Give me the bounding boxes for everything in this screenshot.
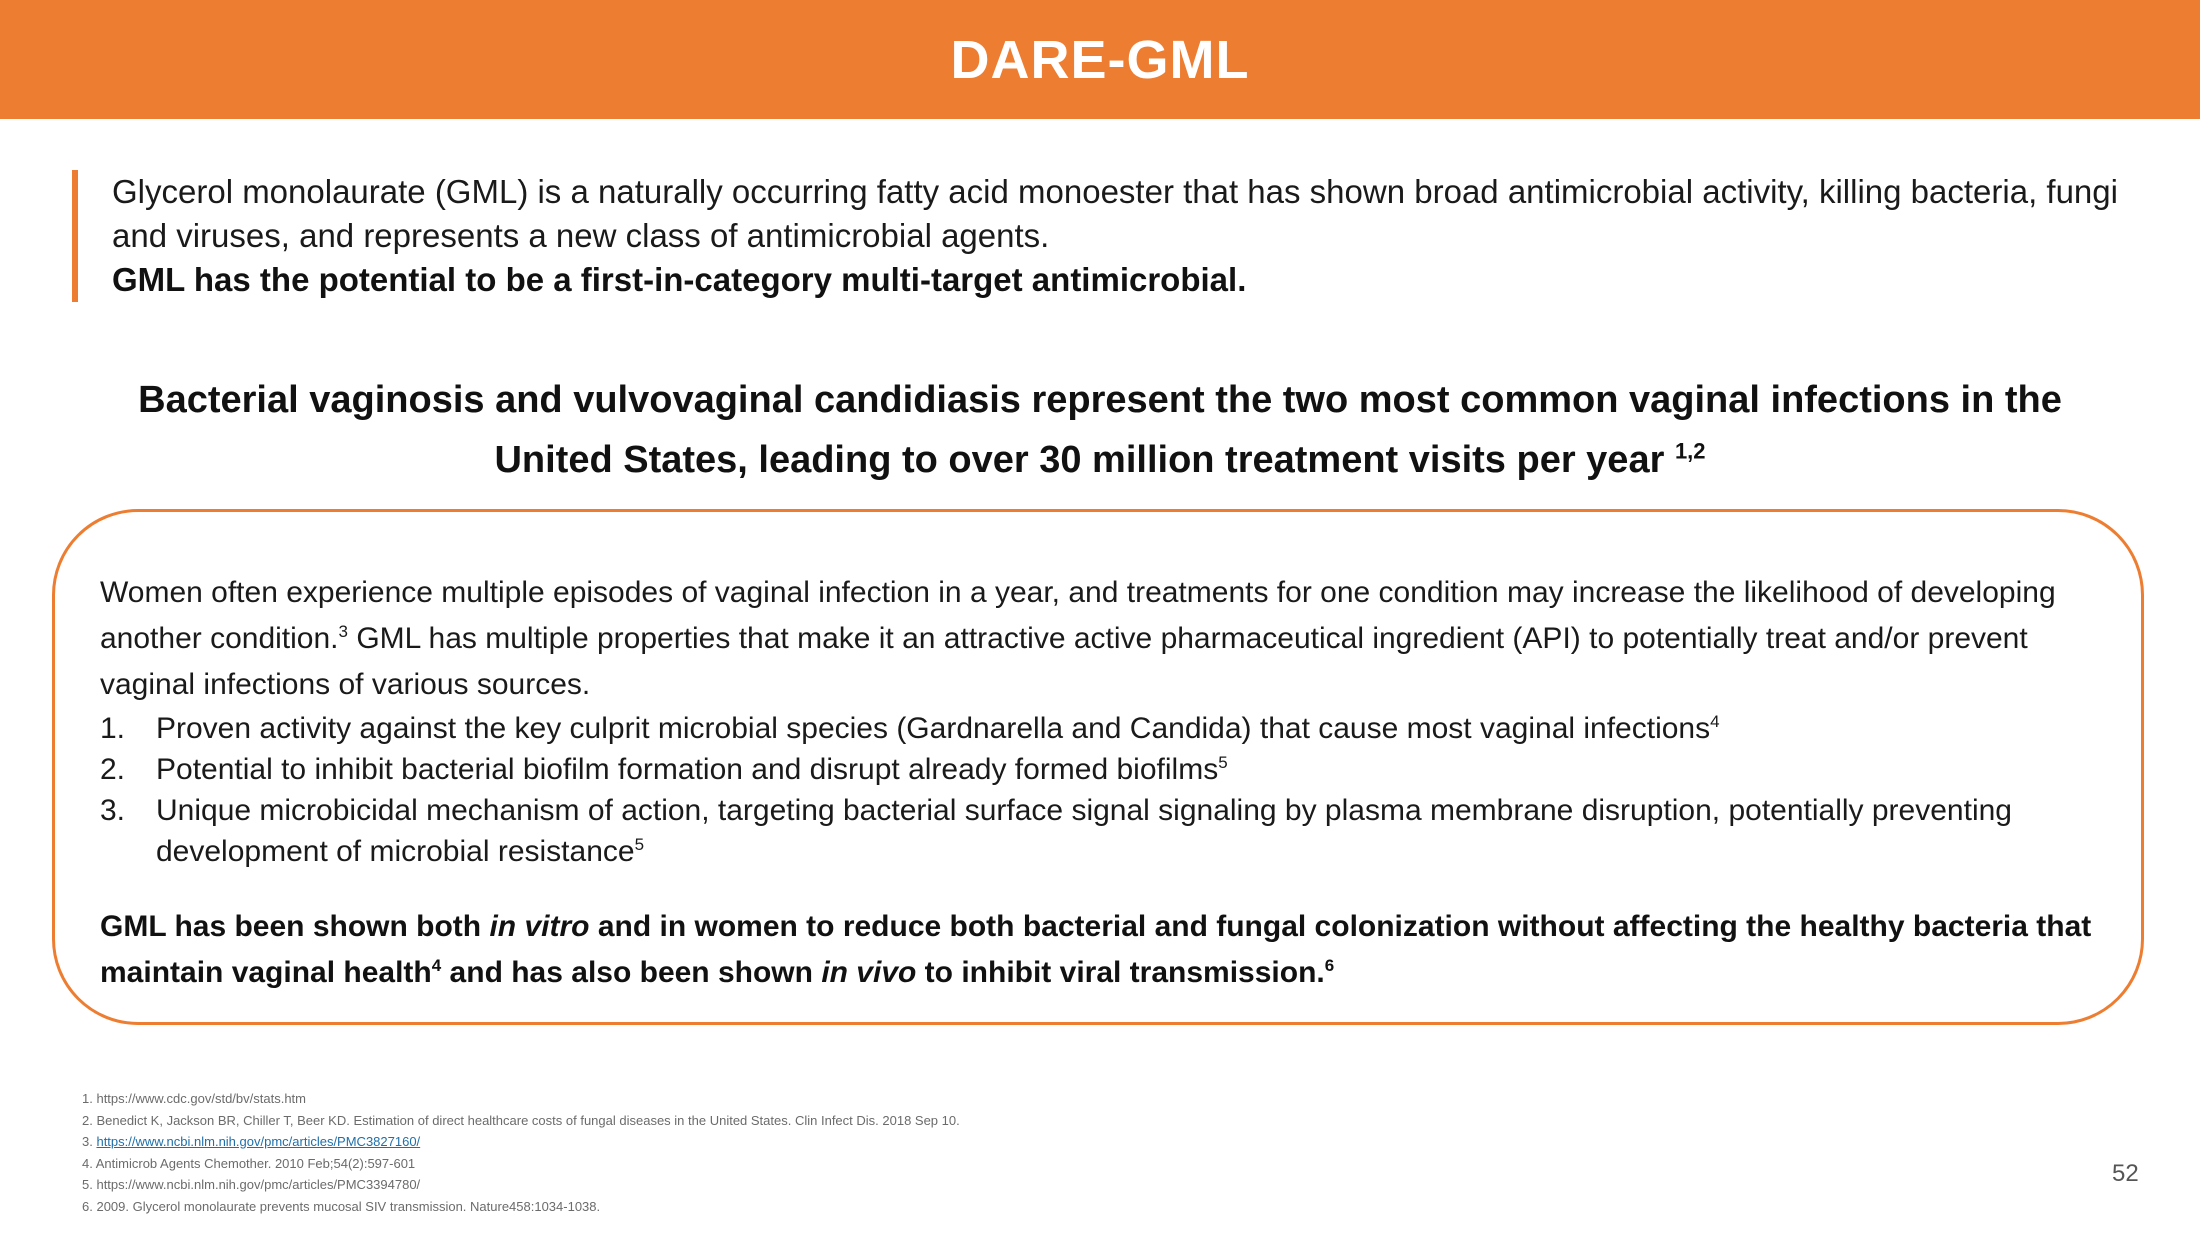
page-number: 52 [2112, 1160, 2139, 1187]
reference-text: https://www.cdc.gov/std/bv/stats.htm [96, 1091, 306, 1106]
reference-item [82, 1174, 1482, 1196]
conclusion-statement [100, 904, 2110, 996]
list-item [100, 708, 2110, 749]
conclusion-part: and in women to reduce both bacterial and fungal colonization without affecting the healthy bacteria that maintain vaginal health [100, 910, 2092, 989]
reference-item [82, 1196, 1482, 1218]
headline-citation: 1,2 [1674, 438, 1706, 464]
info-box [100, 570, 2110, 996]
list-item [100, 749, 2110, 790]
list-item-text: Proven activity against the key culprit microbial species (Gardnarella and Candida) that cause most vaginal infections [156, 712, 1711, 745]
conclusion-citation: 6 [1324, 956, 1335, 975]
box-paragraph-part-a: Women often experience multiple episodes of vaginal infection in a year, and treatments for one condition may increase the likelihood of developing another condition. [100, 576, 2056, 655]
reference-text: 2009. Glycerol monolaurate prevents mucosal SIV transmission. Nature458:1034-1038. [96, 1198, 601, 1214]
reference-number: 2. [82, 1112, 93, 1128]
list-item-citation: 4 [1710, 712, 1720, 731]
headline-text: Bacterial vaginosis and vulvovaginal candidiasis represent the two most common vaginal infections in the United States, leading to over 30 million treatment visits per year [138, 379, 2062, 481]
list-item [100, 790, 2110, 872]
box-paragraph [100, 570, 2110, 708]
list-item-number: 1. [100, 712, 126, 745]
list-item-number: 3. [100, 794, 126, 827]
conclusion-italic: in vitro [489, 910, 590, 943]
reference-text: Antimicrob Agents Chemother. 2010 Feb;54(2):597-601 [95, 1155, 416, 1171]
list-item-citation: 5 [634, 835, 645, 854]
reference-item [82, 1110, 1482, 1132]
list-item-text: Unique microbicidal mechanism of action, targeting bacterial surface signal signaling by plasma membrane disruption, potentially preventing development of microbial resistance [156, 794, 2012, 868]
reference-number: 1. [82, 1091, 93, 1106]
conclusion-citation: 4 [431, 956, 442, 975]
conclusion-part: and has also been shown [441, 956, 822, 989]
conclusion-part: GML has been shown both [100, 910, 490, 943]
reference-text: Benedict K, Jackson BR, Chiller T, Beer KD. Estimation of direct healthcare costs of fungal diseases in the United States. Clin Infect Dis. 2018 Sep 10. [96, 1112, 960, 1128]
reference-link[interactable]: https://www.ncbi.nlm.nih.gov/pmc/articles/PMC3827160/ [96, 1134, 421, 1149]
box-paragraph-part-b: GML has multiple properties that make it an attractive active pharmaceutical ingredient (API) to potentially treat and/or prevent vaginal infections of various sources. [100, 622, 2028, 701]
conclusion-italic: in vivo [821, 956, 917, 989]
references [82, 1088, 1482, 1217]
list-item-citation: 5 [1218, 753, 1228, 772]
title-banner [0, 0, 2200, 119]
reference-item [82, 1153, 1482, 1175]
intro-text: Glycerol monolaurate (GML) is a naturally occurring fatty acid monoester that has shown broad antimicrobial activity, killing bacteria, fungi and viruses, and represents a new class of antimicrobial agents. [112, 173, 2118, 254]
reference-item [82, 1131, 1482, 1153]
intro-bold-statement: GML has the potential to be a first-in-category multi-target antimicrobial. [112, 261, 1247, 298]
slide-title: DARE-GML [950, 29, 1250, 90]
reference-number: 4. [82, 1155, 93, 1171]
list-item-text: Potential to inhibit bacterial biofilm formation and disrupt already formed biofilms [156, 753, 1219, 786]
properties-list [100, 708, 2110, 872]
conclusion-part: to inhibit viral transmission. [916, 956, 1325, 989]
box-paragraph-citation: 3 [338, 622, 348, 641]
reference-number: 6. [82, 1198, 93, 1214]
intro-callout [72, 170, 2172, 302]
reference-item [82, 1088, 1482, 1110]
reference-number: 5. [82, 1177, 93, 1192]
reference-text: https://www.ncbi.nlm.nih.gov/pmc/articles/PMC3394780/ [96, 1177, 421, 1192]
list-item-number: 2. [100, 753, 126, 786]
reference-number: 3. [82, 1134, 93, 1149]
headline [100, 370, 2100, 490]
